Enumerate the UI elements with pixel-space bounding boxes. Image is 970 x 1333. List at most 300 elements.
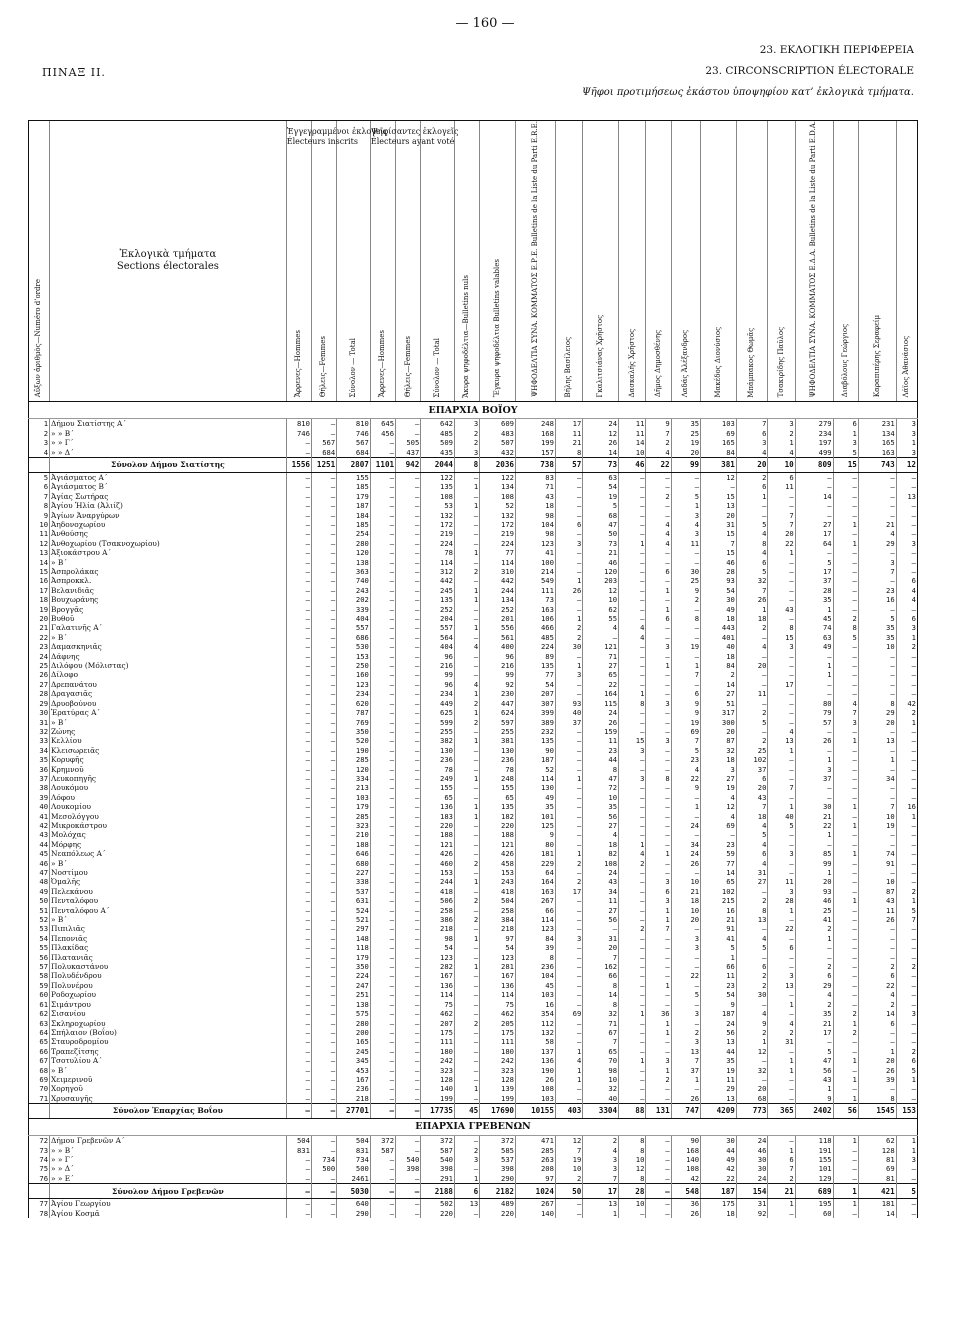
- cell-value: —: [619, 718, 646, 727]
- cell-value: —: [311, 539, 336, 548]
- cell-value: 620: [337, 699, 371, 708]
- cell-value: —: [286, 830, 311, 839]
- cell-value: —: [311, 943, 336, 952]
- cell-value: —: [555, 736, 582, 745]
- row-number: 37: [29, 774, 50, 783]
- cell-value: 102: [701, 887, 737, 896]
- cell-value: 167: [337, 1075, 371, 1084]
- cell-value: 180: [480, 1047, 516, 1056]
- cell-value: 3: [671, 1009, 700, 1018]
- cell-value: —: [396, 633, 421, 642]
- cell-value: 207: [421, 1019, 455, 1028]
- cell-value: 8: [646, 774, 671, 783]
- cell-value: 163: [858, 448, 896, 458]
- cell-value: 25: [795, 906, 833, 915]
- cell-value: —: [286, 652, 311, 661]
- cell-value: 57: [795, 718, 833, 727]
- section-name: Ἀνθούσης: [50, 529, 287, 538]
- cell-value: 4: [858, 529, 896, 538]
- cell-value: —: [370, 529, 395, 538]
- cell-value: 50: [583, 529, 619, 538]
- table-row: [29, 793, 918, 802]
- cell-value: —: [833, 1146, 858, 1155]
- cell-value: —: [286, 802, 311, 811]
- table-row: [29, 1056, 918, 1065]
- cell-value: 18: [515, 501, 555, 510]
- table-row: [29, 962, 918, 971]
- cell-value: 12: [583, 586, 619, 595]
- cell-value: —: [736, 501, 768, 510]
- page-number: — 160 —: [455, 16, 515, 31]
- cell-value: 10: [619, 1155, 646, 1164]
- cell-value: —: [311, 595, 336, 604]
- cell-value: —: [795, 482, 833, 491]
- cell-value: 8: [619, 1146, 646, 1155]
- cell-value: 35: [858, 633, 896, 642]
- cell-value: —: [795, 840, 833, 849]
- cell-value: 128: [421, 1075, 455, 1084]
- cell-value: —: [454, 821, 479, 830]
- cell-value: 167: [421, 971, 455, 980]
- cell-value: —: [370, 774, 395, 783]
- cell-value: 155: [337, 472, 371, 482]
- cell-value: —: [286, 605, 311, 614]
- cell-value: 22: [671, 971, 700, 980]
- cell-value: —: [896, 548, 917, 557]
- cell-value: —: [311, 859, 336, 868]
- cell-value: —: [286, 501, 311, 510]
- row-number: 14: [29, 558, 50, 567]
- cell-value: —: [311, 877, 336, 886]
- cell-value: —: [671, 605, 700, 614]
- cell-value: —: [311, 915, 336, 924]
- row-number: 65: [29, 1037, 50, 1046]
- cell-value: —: [555, 595, 582, 604]
- cell-value: —: [619, 906, 646, 915]
- cell-value: —: [896, 605, 917, 614]
- cell-value: —: [833, 953, 858, 962]
- cell-value: 17: [768, 680, 795, 689]
- cell-value: —: [311, 699, 336, 708]
- row-number: 7: [29, 492, 50, 501]
- cell-value: —: [286, 1009, 311, 1018]
- cell-value: —: [286, 642, 311, 651]
- cell-value: —: [311, 774, 336, 783]
- cell-value: 122: [480, 472, 516, 482]
- cell-value: —: [396, 670, 421, 679]
- cell-value: 6: [555, 520, 582, 529]
- cell-value: 121: [480, 840, 516, 849]
- cell-value: —: [286, 1104, 311, 1119]
- cell-value: —: [795, 680, 833, 689]
- header-col-3: [337, 121, 371, 402]
- cell-value: 89: [515, 652, 555, 661]
- row-number: 19: [29, 605, 50, 614]
- cell-value: —: [646, 1047, 671, 1056]
- cell-value: 6: [736, 774, 768, 783]
- cell-value: 32: [583, 1009, 619, 1018]
- cell-value: —: [646, 830, 671, 839]
- cell-value: 73: [583, 457, 619, 472]
- cell-value: 35: [858, 623, 896, 632]
- cell-value: —: [646, 633, 671, 642]
- section-name: Πεπονιᾶς: [50, 934, 287, 943]
- table-row: [29, 529, 918, 538]
- table-row: [29, 906, 918, 915]
- row-number: 78: [29, 1209, 50, 1218]
- cell-value: 31: [768, 1037, 795, 1046]
- table-row: [29, 520, 918, 529]
- cell-value: —: [795, 1037, 833, 1046]
- section-heading-row: [29, 1119, 918, 1136]
- cell-value: 16: [515, 1000, 555, 1009]
- section-name: Βρογγᾶς: [50, 605, 287, 614]
- cell-value: 37: [795, 576, 833, 585]
- cell-value: 6: [768, 943, 795, 952]
- cell-value: 281: [480, 962, 516, 971]
- cell-value: —: [619, 558, 646, 567]
- cell-value: 3: [795, 765, 833, 774]
- cell-value: 10: [858, 877, 896, 886]
- cell-value: 188: [421, 830, 455, 839]
- cell-value: 163: [515, 605, 555, 614]
- cell-value: —: [454, 1066, 479, 1075]
- cell-value: 5: [671, 746, 700, 755]
- table-row: [29, 511, 918, 520]
- header-col-label: Βήλης Βασίλειος: [564, 336, 573, 398]
- cell-value: 111: [515, 586, 555, 595]
- cell-value: 181: [515, 849, 555, 858]
- cell-value: 524: [337, 906, 371, 915]
- cell-value: 2: [858, 1000, 896, 1009]
- cell-value: —: [311, 793, 336, 802]
- cell-value: 4: [555, 1056, 582, 1065]
- cell-value: 103: [515, 990, 555, 999]
- cell-value: 29: [701, 1084, 737, 1093]
- cell-value: —: [671, 680, 700, 689]
- cell-value: —: [370, 652, 395, 661]
- section-name: Πενταλόφου: [50, 896, 287, 905]
- cell-value: 140: [515, 1209, 555, 1218]
- cell-value: —: [646, 670, 671, 679]
- row-number: 36: [29, 765, 50, 774]
- cell-value: 456: [370, 429, 395, 438]
- cell-value: 7: [671, 1056, 700, 1065]
- cell-value: 1: [646, 586, 671, 595]
- table-row: [29, 419, 918, 429]
- cell-value: 2: [555, 633, 582, 642]
- cell-value: 684: [337, 448, 371, 458]
- cell-value: —: [311, 1094, 336, 1104]
- cell-value: —: [646, 1094, 671, 1104]
- cell-value: —: [555, 689, 582, 698]
- cell-value: 1: [555, 774, 582, 783]
- header-col-13: [646, 121, 671, 402]
- cell-value: —: [671, 482, 700, 491]
- cell-value: —: [646, 548, 671, 557]
- header-col-label: Γκαλιτσιάνας Χρῆστος: [595, 314, 604, 398]
- cell-value: 597: [480, 718, 516, 727]
- cell-value: —: [311, 1056, 336, 1065]
- cell-value: 4: [646, 529, 671, 538]
- cell-value: 29: [795, 981, 833, 990]
- cell-value: —: [896, 558, 917, 567]
- cell-value: —: [370, 492, 395, 501]
- cell-value: 21: [701, 915, 737, 924]
- cell-value: 245: [421, 586, 455, 595]
- cell-value: 66: [515, 906, 555, 915]
- cell-value: —: [896, 1199, 917, 1209]
- cell-value: 3: [454, 448, 479, 458]
- cell-value: 71: [515, 482, 555, 491]
- cell-value: 1: [671, 1075, 700, 1084]
- cell-value: 232: [515, 727, 555, 736]
- cell-value: 104: [515, 520, 555, 529]
- cell-value: 43: [795, 1075, 833, 1084]
- cell-value: 77: [480, 548, 516, 557]
- cell-value: 40: [555, 708, 582, 717]
- cell-value: —: [858, 934, 896, 943]
- cell-value: 4: [619, 849, 646, 858]
- cell-value: 12: [555, 1136, 582, 1146]
- section-name: Σιμάντρου: [50, 1000, 287, 1009]
- cell-value: 11: [858, 906, 896, 915]
- section-name: Τσοτυλίου Α΄: [50, 1056, 287, 1065]
- cell-value: —: [311, 962, 336, 971]
- cell-value: —: [286, 623, 311, 632]
- cell-value: 9: [795, 1094, 833, 1104]
- cell-value: 689: [795, 1184, 833, 1199]
- cell-value: —: [396, 548, 421, 557]
- cell-value: 128: [858, 1146, 896, 1155]
- cell-value: 227: [337, 868, 371, 877]
- cell-value: 229: [515, 859, 555, 868]
- cell-value: —: [646, 623, 671, 632]
- section-name: Νοστίμου: [50, 868, 287, 877]
- cell-value: 557: [337, 623, 371, 632]
- cell-value: 12: [896, 457, 917, 472]
- cell-value: —: [311, 419, 336, 429]
- cell-value: —: [370, 520, 395, 529]
- cell-value: —: [619, 765, 646, 774]
- cell-value: —: [619, 680, 646, 689]
- cell-value: 69: [701, 821, 737, 830]
- cell-value: 185: [337, 520, 371, 529]
- cell-value: 46: [736, 1146, 768, 1155]
- cell-value: 4: [768, 727, 795, 736]
- cell-value: —: [896, 482, 917, 491]
- cell-value: —: [833, 943, 858, 952]
- cell-value: —: [286, 1028, 311, 1037]
- cell-value: —: [555, 868, 582, 877]
- cell-value: 88: [619, 1104, 646, 1119]
- cell-value: 52: [480, 501, 516, 510]
- section-name: Κελλίου: [50, 736, 287, 745]
- cell-value: —: [646, 953, 671, 962]
- cell-value: 43: [736, 793, 768, 802]
- cell-value: 1545: [858, 1104, 896, 1119]
- cell-value: 101: [795, 1164, 833, 1173]
- cell-value: —: [311, 830, 336, 839]
- cell-value: 27: [795, 520, 833, 529]
- cell-value: 121: [583, 642, 619, 651]
- table-row: [29, 877, 918, 886]
- cell-value: 30: [736, 990, 768, 999]
- row-number: 76: [29, 1174, 50, 1184]
- cell-value: 2807: [337, 457, 371, 472]
- cell-value: 2461: [337, 1174, 371, 1184]
- total-row: [29, 457, 918, 472]
- cell-value: —: [370, 1009, 395, 1018]
- cell-value: 435: [421, 448, 455, 458]
- cell-value: —: [701, 482, 737, 491]
- cell-value: 7: [646, 924, 671, 933]
- cell-value: 400: [480, 642, 516, 651]
- cell-value: 2: [454, 438, 479, 447]
- cell-value: 214: [515, 567, 555, 576]
- section-name: Ἀσπροκκλ.: [50, 576, 287, 585]
- row-number: 72: [29, 1136, 50, 1146]
- cell-value: 7: [583, 1174, 619, 1184]
- cell-value: 108: [583, 859, 619, 868]
- cell-value: 134: [480, 482, 516, 491]
- cell-value: —: [286, 849, 311, 858]
- section-name: Βουχωράνης: [50, 595, 287, 604]
- cell-value: —: [833, 727, 858, 736]
- cell-value: —: [646, 746, 671, 755]
- cell-value: —: [555, 915, 582, 924]
- cell-value: —: [286, 924, 311, 933]
- cell-value: 14: [858, 1009, 896, 1018]
- cell-value: 4: [583, 830, 619, 839]
- cell-value: 537: [480, 1155, 516, 1164]
- cell-value: 509: [421, 438, 455, 447]
- cell-value: —: [311, 529, 336, 538]
- cell-value: 136: [421, 981, 455, 990]
- table-row: [29, 840, 918, 849]
- cell-value: —: [286, 877, 311, 886]
- cell-value: 252: [480, 605, 516, 614]
- cell-value: —: [454, 1000, 479, 1009]
- cell-value: 164: [515, 877, 555, 886]
- table-row: [29, 548, 918, 557]
- cell-value: —: [454, 990, 479, 999]
- cell-value: 30: [701, 595, 737, 604]
- cell-value: —: [768, 699, 795, 708]
- cell-value: 131: [646, 1104, 671, 1119]
- cell-value: —: [555, 755, 582, 764]
- cell-value: 83: [515, 472, 555, 482]
- cell-value: —: [370, 623, 395, 632]
- cell-value: 4: [736, 840, 768, 849]
- cell-value: 80: [795, 699, 833, 708]
- cell-value: —: [833, 1066, 858, 1075]
- cell-value: —: [671, 868, 700, 877]
- cell-value: 2: [555, 859, 582, 868]
- cell-value: —: [619, 661, 646, 670]
- cell-value: —: [396, 840, 421, 849]
- cell-value: 3: [896, 1009, 917, 1018]
- cell-value: 231: [858, 419, 896, 429]
- section-name: Μεσολόγγου: [50, 812, 287, 821]
- cell-value: —: [286, 511, 311, 520]
- table-row: [29, 670, 918, 679]
- cell-value: 5: [671, 492, 700, 501]
- cell-value: 323: [480, 1066, 516, 1075]
- cell-value: —: [311, 576, 336, 585]
- cell-value: —: [396, 1056, 421, 1065]
- cell-value: —: [896, 868, 917, 877]
- cell-value: —: [619, 670, 646, 679]
- cell-value: —: [370, 877, 395, 886]
- cell-value: 114: [480, 558, 516, 567]
- cell-value: —: [858, 1037, 896, 1046]
- cell-value: —: [768, 718, 795, 727]
- cell-value: —: [396, 821, 421, 830]
- cell-value: —: [286, 699, 311, 708]
- cell-value: —: [454, 849, 479, 858]
- cell-value: —: [896, 755, 917, 764]
- cell-value: 1: [768, 906, 795, 915]
- cell-value: 14: [701, 868, 737, 877]
- row-number: 60: [29, 990, 50, 999]
- cell-value: 148: [337, 934, 371, 943]
- cell-value: 153: [896, 1104, 917, 1119]
- cell-value: —: [370, 1199, 395, 1209]
- cell-value: 101: [515, 812, 555, 821]
- cell-value: —: [619, 529, 646, 538]
- cell-value: 1: [795, 661, 833, 670]
- section-name: Βελανιδιᾶς: [50, 586, 287, 595]
- cell-value: 489: [480, 1199, 516, 1209]
- row-number: 41: [29, 812, 50, 821]
- cell-value: —: [896, 1037, 917, 1046]
- cell-value: 4: [646, 520, 671, 529]
- cell-value: 575: [337, 1009, 371, 1018]
- table-row: [29, 1146, 918, 1155]
- cell-value: —: [370, 448, 395, 458]
- cell-value: 3: [671, 529, 700, 538]
- cell-value: 45: [795, 614, 833, 623]
- table-row: [29, 924, 918, 933]
- cell-value: —: [555, 1094, 582, 1104]
- cell-value: —: [858, 765, 896, 774]
- row-number: 62: [29, 1009, 50, 1018]
- section-name: Δάφνης: [50, 652, 287, 661]
- cell-value: 599: [421, 718, 455, 727]
- cell-value: —: [555, 971, 582, 980]
- cell-value: 213: [337, 783, 371, 792]
- cell-value: —: [396, 812, 421, 821]
- cell-value: 30: [736, 1155, 768, 1164]
- cell-value: 642: [421, 419, 455, 429]
- cell-value: 5: [896, 906, 917, 915]
- cell-value: 39: [515, 943, 555, 952]
- cell-value: 179: [337, 492, 371, 501]
- cell-value: —: [555, 821, 582, 830]
- cell-value: —: [311, 906, 336, 915]
- cell-value: —: [311, 840, 336, 849]
- cell-value: 129: [795, 1174, 833, 1184]
- cell-value: 3: [896, 623, 917, 632]
- cell-value: —: [370, 605, 395, 614]
- cell-value: 6: [858, 971, 896, 980]
- cell-value: —: [370, 511, 395, 520]
- cell-value: —: [555, 605, 582, 614]
- cell-value: 18: [736, 812, 768, 821]
- cell-value: 1: [768, 1146, 795, 1155]
- table-row: [29, 727, 918, 736]
